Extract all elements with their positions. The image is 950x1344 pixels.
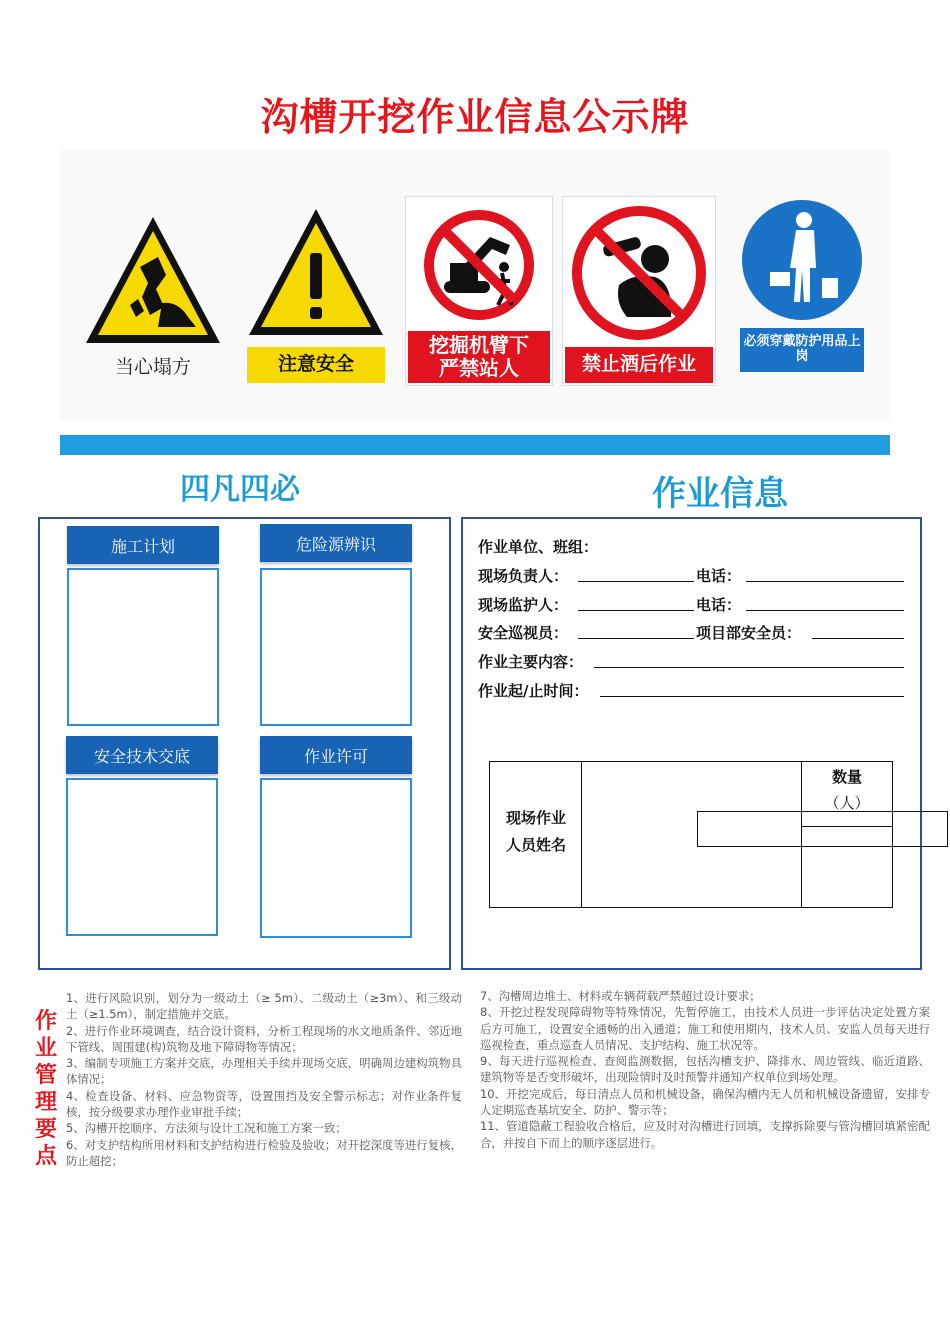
card-header-work-permit: 作业许可 — [260, 736, 412, 774]
exclamation-warning-icon — [245, 205, 387, 345]
safety-patrol-label: 安全巡视员： — [478, 624, 569, 642]
sign-caution — [245, 205, 387, 383]
note-item: 11、管道隐蔽工程验收合格后，应及时对沟槽进行回填，支撑拆除要与管沟槽回填紧密配合，并按自下而上的顺序逐层进行。 — [480, 1119, 930, 1150]
card-box-hazard-identification — [260, 568, 412, 726]
sign-caption: 禁止酒后作业 — [565, 347, 713, 383]
sign-no-standing-under-excavator — [405, 196, 553, 386]
wear-protective-gear-icon — [740, 198, 864, 322]
sign-wear-protective-gear — [740, 198, 864, 376]
main-content-label: 作业主要内容： — [478, 653, 584, 671]
card-header-hazard-identification: 危险源辨识 — [260, 524, 412, 562]
dept-safety-officer-blank — [812, 638, 904, 639]
left-section-heading: 四凡四必 — [180, 472, 300, 507]
sign-caption-line1: 挖掘机臂下 — [429, 333, 529, 357]
sign-caption-line2: 严禁站人 — [439, 356, 519, 380]
site-lead-phone-label: 电话： — [696, 567, 742, 585]
note-item: 2、进行作业环境调查，结合设计资料，分析工程现场的水文地质条件、邻近地下管线、周围建(构)筑物及地下障碍物等情况； — [66, 1023, 462, 1054]
personnel-name-label-line1: 现场作业 — [505, 809, 566, 827]
dept-safety-officer-label: 项目部安全员： — [696, 624, 802, 642]
site-lead-phone-blank — [746, 581, 904, 582]
sign-caption: 注意安全 — [247, 347, 385, 383]
card-header-construction-plan: 施工计划 — [67, 526, 219, 564]
note-item: 9、每天进行巡视检查、查阅监测数据，包括沟槽支护、降排水、周边管线、临近道路、建筑物等是否变形破坏，出现险情时及时预警并通知产权单位到场处理。 — [480, 1054, 930, 1085]
main-content-blank — [594, 667, 904, 668]
safety-patrol-blank — [578, 638, 694, 639]
site-guardian-label: 现场监护人： — [478, 596, 569, 614]
site-guardian-blank — [578, 610, 694, 611]
personnel-name-label-line2: 人员姓名 — [505, 836, 566, 854]
work-unit-label: 作业单位、班组： — [478, 538, 599, 556]
note-item: 3、编制专项施工方案并交底，办理相关手续并现场交底，明确周边建构筑物具体情况； — [66, 1056, 462, 1087]
no-standing-under-excavator-icon — [406, 197, 552, 327]
note-item: 6、对支护结构所用材料和支护结构进行检验及验收；对开挖深度等进行复核，防止超挖； — [66, 1137, 462, 1168]
note-item: 10、开挖完成后，每日清点人员和机械设备，确保沟槽内无人员和机械设备遗留，安排专人定期巡查基坑安全、防护、警示等； — [480, 1086, 930, 1118]
management-notes-left — [66, 990, 462, 1169]
site-lead-label: 现场负责人： — [478, 567, 569, 585]
note-item: 5、沟槽开挖顺序、方法须与设计工况和施工方案一致； — [66, 1121, 347, 1136]
headcount-unit: （人） — [824, 794, 870, 812]
page-title: 沟槽开挖作业信息公示牌 — [260, 94, 690, 139]
sign-caption: 当心塌方 — [114, 356, 191, 379]
work-time-blank — [600, 696, 904, 697]
sign-caption — [408, 331, 550, 383]
no-drinking-icon — [563, 197, 715, 347]
site-lead-blank — [578, 581, 694, 582]
site-guardian-phone-blank — [746, 610, 904, 611]
site-guardian-phone-label: 电话： — [696, 596, 742, 614]
collapse-warning-icon — [78, 205, 228, 355]
sign-no-drinking — [562, 196, 716, 386]
note-item: 4、检查设备、材料、应急物资等，设置围挡及安全警示标志；对作业条件复核，按分级要求办理作业审批手续； — [66, 1088, 462, 1120]
sign-caption: 必须穿戴防护用品上岗 — [740, 328, 864, 372]
note-item: 8、开挖过程发现障碍物等特殊情况，先暂停施工，由技术人员进一步评估决定处置方案后方可施工，设置安全通畅的出入通道；施工和使用期内，技术人员、安监人员每天进行巡视检查，重点巡查人员情况、支护结构、施工状况等。 — [480, 1005, 930, 1052]
right-section-heading: 作业信息 — [652, 474, 788, 514]
card-box-safety-briefing — [66, 778, 218, 936]
note-item: 1、进行风险识别，划分为一级动土（≥ 5m）、二级动土（≥3m）、和三级动土（≥1.5m），制定措施并交底。 — [66, 991, 462, 1022]
sign-beware-collapse — [78, 205, 228, 385]
headcount-label: 数量 — [831, 768, 862, 786]
card-box-construction-plan — [67, 568, 219, 726]
blue-divider-bar — [60, 435, 890, 455]
management-notes-right — [480, 988, 930, 1151]
note-item: 7、沟槽周边堆土、材料或车辆荷载严禁超过设计要求； — [480, 989, 761, 1003]
card-box-work-permit — [260, 778, 412, 938]
work-time-label: 作业起/止时间： — [478, 682, 589, 700]
management-points-side-label: 作业管理要点 — [34, 1008, 57, 1169]
card-header-safety-briefing: 安全技术交底 — [66, 736, 218, 774]
